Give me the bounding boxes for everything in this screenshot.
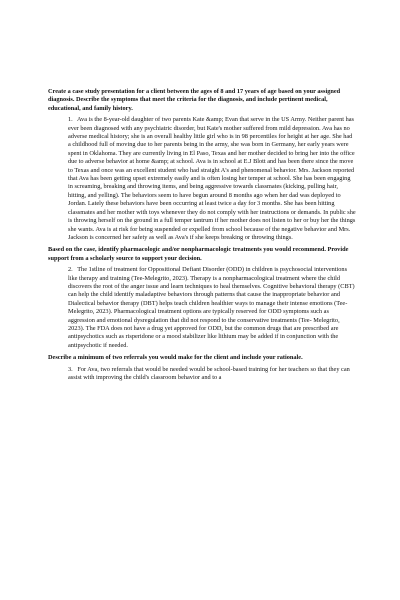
section-2-answer — [68, 266, 356, 350]
section-3-number: 3. — [68, 365, 73, 373]
section-1-prompt: Create a case study presentation for a client between the ages of 8 and 17 years of age based on your assigned diagnosis. Describe the symptoms that meet the criteria for the diagnosis, and include pertinent medical, educational, and family history. — [48, 88, 341, 112]
section-3-answer — [68, 366, 356, 383]
section-3-prompt: Describe a minimum of two referrals you would make for the client and include your rationale. — [48, 354, 303, 362]
section-2-prompt: Based on the case, identify pharmacologic and/or nonpharmacologic treatments you would recommend. Provide support from a scholarly source to support your decision. — [48, 246, 349, 262]
section-2-answer-text: The 1stline of treatment for Oppositional Defiant Disorder (ODD) in children is psychosocial interventions like therapy and training (Tee-Melegrito, 2023). Therapy is a nonpharmacological treatment where the child discovers the root of the anger issue and learn techniques to heal themselves. Cognitive behavioral therapy (CBT) can help the child identify maladaptive behaviors through patterns that cause the inappropriate behavior and Dialectical behavior therapy (DBT) helps teach children healthier ways to manage their intense emotions (Tee-Melegrito, 2023). Pharmacological treatment options are typically reserved for ODD symptoms such as aggression and emotional dysregulation that did not respond to the conservative treatments (Tee- Melegrito, 2023). The FDA does not have a drug yet approved for ODD, but the common drugs that are prescribed are antipsychotics such as risperidone or a mood stabilizer like lithium may be added if in conjunction with the antipsychotic if needed. — [68, 266, 355, 349]
section-1-answer-text: Ava is the 8-year-old daughter of two parents Kate &amp; Evan that serve in the US Army. Neither parent has ever been diagnosed with any psychiatric disorder, but Kate's mother suffered from mild depression. Ava has no adverse medical history; she is an overall healthy little girl who is in 98 percentiles for height at her age. She had a childhood full of moving due to her parents being in the army, she was born in Germany, her early years were spent in Oklahoma. They are currently living in El Paso, Texas and her mother decided to bring her into the office due to adverse behavior at home &amp; at school. Ava is in school at E.J Blott and has been there since the move to Texas and once was an excellent student who had straight A's and phenomenal behavior. Mrs. Jackson reported that Ava has been getting upset extremely easily and is often losing her temper at school. She has been engaging in screaming, breaking and throwing items, and being aggressive towards classmates (kicking, pulling hair, hitting, and yelling). The behaviors seem to have begun around 8 months ago when her dad was deployed to Jordan. Lately these behaviors have been occurring at least twice a day for 3 months. She has been hitting classmates and her mother with toys whenever they do not comply with her instructions or demands. In public she is throwing herself on the ground in a full temper tantrum if her mother does not listen to her or buy her the things she wants. Ava is at risk for being suspended or expelled from school because of the negative behavior and Mrs. Jackson is concerned her safety as well as Ava's if she keeps breaking or throwing things. — [68, 116, 356, 241]
section-1-answer — [68, 116, 356, 242]
section-3-answer-text: For Ava, two referrals that would be needed would be school-based training for her teachers so that they can assist with improving the child's classroom behavior and to a — [68, 365, 350, 381]
section-1-number: 1. — [68, 116, 73, 124]
section-2-number: 2. — [68, 266, 73, 274]
